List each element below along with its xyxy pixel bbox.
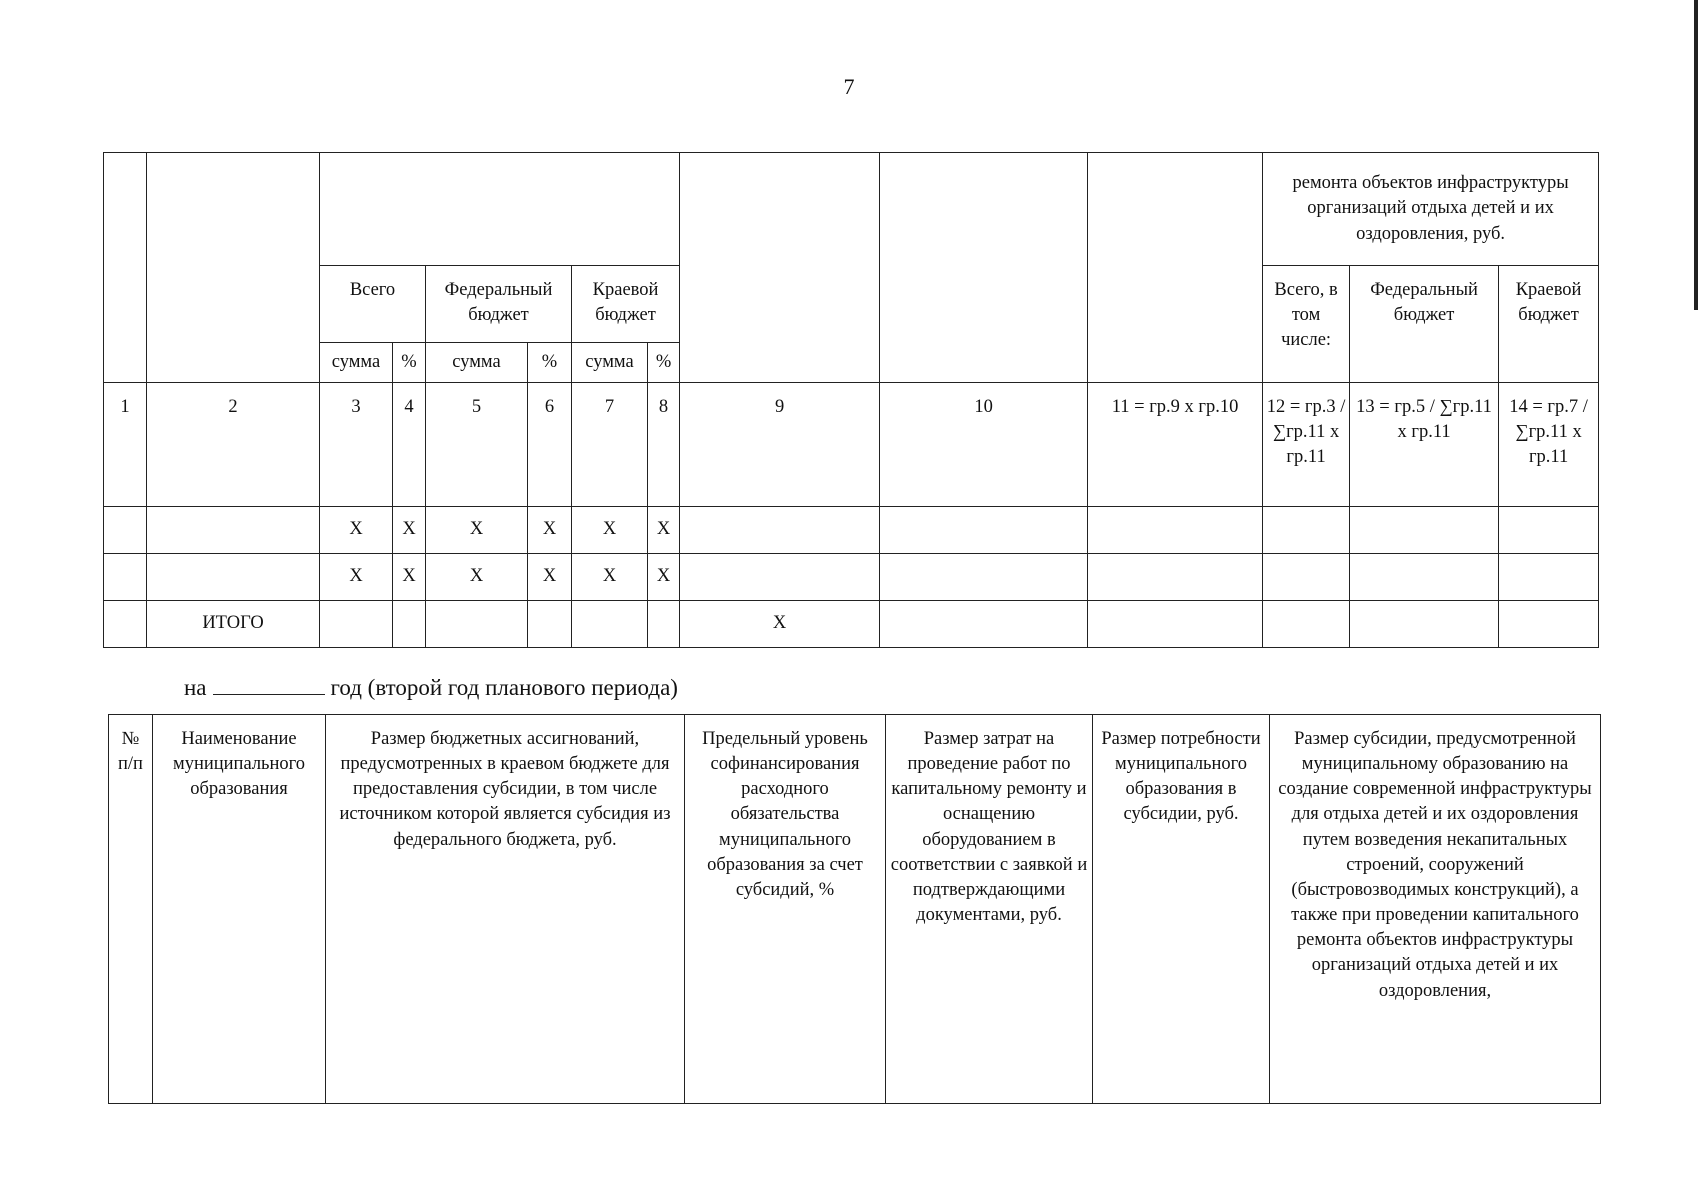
header-blank-cell [680, 153, 880, 383]
header-number: № п/п [109, 715, 153, 1104]
data-cell [104, 601, 147, 648]
col-number: 8 [648, 383, 680, 507]
subheader-summa: сумма [320, 343, 393, 383]
x-mark: X [320, 507, 393, 554]
header-blank-cell [104, 153, 147, 383]
data-cell [572, 601, 648, 648]
data-cell [147, 507, 320, 554]
data-cell [393, 601, 426, 648]
data-cell [147, 554, 320, 601]
data-cell [648, 601, 680, 648]
table-row [104, 554, 1599, 601]
col-number: 5 [426, 383, 528, 507]
col-number: 12 = гр.3 / ∑гр.11 х гр.11 [1263, 383, 1350, 507]
total-label: ИТОГО [147, 601, 320, 648]
x-mark: X [426, 507, 528, 554]
data-cell [1350, 554, 1499, 601]
data-cell [880, 554, 1088, 601]
subheader-percent: % [393, 343, 426, 383]
col-number: 7 [572, 383, 648, 507]
data-cell [528, 601, 572, 648]
subheader-percent: % [528, 343, 572, 383]
data-cell [1263, 554, 1350, 601]
data-cell [680, 554, 880, 601]
col-number: 1 [104, 383, 147, 507]
col-number: 2 [147, 383, 320, 507]
header-repair-costs: Размер затрат на проведение работ по капитальному ремонту и оснащению оборудованием в соответствии с заявкой и подтверждающими документами, руб. [886, 715, 1093, 1104]
data-cell [880, 507, 1088, 554]
year-blank-line [213, 674, 325, 695]
data-cell [1499, 507, 1599, 554]
header-federal-budget: Федеральный бюджет [426, 266, 572, 343]
data-cell [1350, 601, 1499, 648]
x-mark: X [426, 554, 528, 601]
col-number: 13 = гр.5 / ∑гр.11 х гр.11 [1350, 383, 1499, 507]
table-row [104, 507, 1599, 554]
col-number: 6 [528, 383, 572, 507]
header-blank-cell [147, 153, 320, 383]
header-kraevoy-budget-2: Краевой бюджет [1499, 266, 1599, 383]
x-mark: X [648, 507, 680, 554]
x-mark: X [528, 507, 572, 554]
subsidy-table-second-year [108, 714, 1601, 1104]
header-vsego: Всего [320, 266, 426, 343]
period-heading [184, 674, 678, 701]
data-cell [1350, 507, 1499, 554]
total-row [104, 601, 1599, 648]
header-blank-cell [320, 153, 680, 266]
x-mark: X [572, 507, 648, 554]
period-suffix: год (второй год планового периода) [330, 675, 678, 700]
data-cell [880, 601, 1088, 648]
col-number: 3 [320, 383, 393, 507]
header-federal-budget-2: Федеральный бюджет [1350, 266, 1499, 383]
x-mark: X [393, 554, 426, 601]
x-mark: X [393, 507, 426, 554]
data-cell [104, 507, 147, 554]
header-cofinancing-level: Предельный уровень софинансирования расходного обязательства муниципального образования за счет субсидий, % [685, 715, 886, 1104]
data-cell [1088, 507, 1263, 554]
header-kraevoy-budget: Краевой бюджет [572, 266, 680, 343]
header-vsego-incl: Всего, в том числе: [1263, 266, 1350, 383]
col-number: 9 [680, 383, 880, 507]
x-mark: X [572, 554, 648, 601]
header-blank-cell [880, 153, 1088, 383]
data-cell [426, 601, 528, 648]
subsidy-table-continued [103, 152, 1599, 648]
data-cell [680, 507, 880, 554]
data-cell [104, 554, 147, 601]
data-cell [1088, 601, 1263, 648]
header-subsidy-size: Размер субсидии, предусмотренной муниципальному образованию на создание современной инфраструктуры для отдыха детей и их оздоровления путем возведения некапитальных строений, сооружений (быстровозводимых конструкций), а также при проведении капитального ремонта объектов инфраструктуры организаций отдыха детей и их оздоровления, [1270, 715, 1601, 1104]
header-repair-continuation: ремонта объектов инфраструктуры организаций отдыха детей и их оздоровления, руб. [1263, 153, 1599, 266]
data-cell [320, 601, 393, 648]
data-cell [1499, 554, 1599, 601]
data-cell [1499, 601, 1599, 648]
data-cell [1263, 601, 1350, 648]
header-budget-allocations: Размер бюджетных ассигнований, предусмотренных в краевом бюджете для предоставления субсидии, в том числе источником которой является субсидия из федерального бюджета, руб. [326, 715, 685, 1104]
subheader-summa: сумма [572, 343, 648, 383]
data-cell [1088, 554, 1263, 601]
x-mark: X [680, 601, 880, 648]
x-mark: X [648, 554, 680, 601]
subheader-percent: % [648, 343, 680, 383]
header-subsidy-need: Размер потребности муниципального образования в субсидии, руб. [1093, 715, 1270, 1104]
page-number: 7 [843, 74, 855, 99]
header-blank-cell [1088, 153, 1263, 383]
header-municipality-name: Наименование муниципального образования [153, 715, 326, 1104]
col-number: 4 [393, 383, 426, 507]
subheader-summa: сумма [426, 343, 528, 383]
x-mark: X [528, 554, 572, 601]
data-cell [1263, 507, 1350, 554]
x-mark: X [320, 554, 393, 601]
period-prefix: на [184, 675, 207, 700]
col-number: 10 [880, 383, 1088, 507]
col-number: 14 = гр.7 / ∑гр.11 х гр.11 [1499, 383, 1599, 507]
col-number: 11 = гр.9 х гр.10 [1088, 383, 1263, 507]
scan-edge-mark [1694, 0, 1698, 310]
